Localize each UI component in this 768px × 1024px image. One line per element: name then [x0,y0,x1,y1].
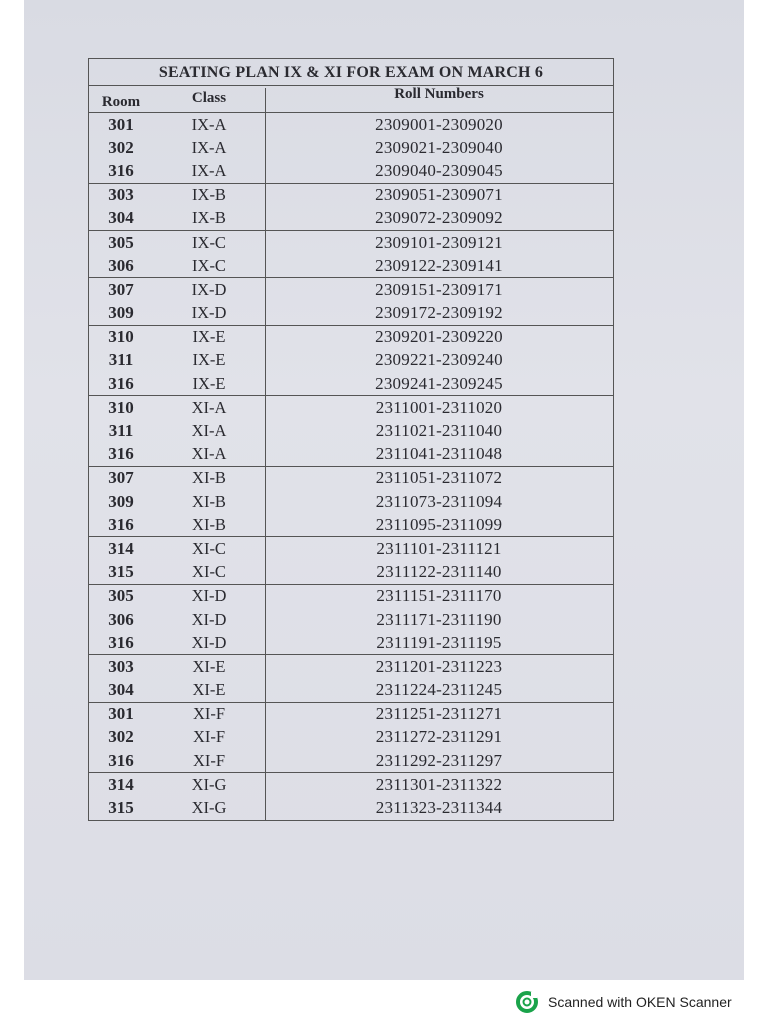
watermark-text: Scanned with OKEN Scanner [548,994,732,1010]
room-cell: 316 [108,444,134,464]
room-cell: 316 [108,750,134,770]
roll-numbers-cell: 2309221-2309240 [375,350,503,370]
room-cell: 307 [108,279,134,299]
room-cell: 307 [108,468,134,488]
table-row [89,184,613,207]
room-cell: 304 [108,208,134,228]
roll-numbers-cell: 2311041-2311048 [375,444,503,464]
table-row [89,326,613,349]
roll-numbers-cell: 2311323-2311344 [375,798,503,818]
room-header: Room [101,94,141,110]
room-cell: 311 [108,421,134,441]
roll-numbers-cell: 2309151-2309171 [375,279,503,299]
table-row [89,585,613,608]
class-cell: IX-D [191,303,227,323]
class-cell: IX-A [191,160,227,180]
room-cell: 310 [108,327,134,347]
table-body [89,112,613,820]
class-cell: XI-E [192,680,226,700]
seating-plan-table [88,58,614,821]
roll-numbers-cell: 2311151-2311170 [376,586,502,606]
roll-numbers-cell: 2309021-2309040 [375,137,503,157]
room-cell: 302 [108,137,134,157]
table-row [89,443,613,466]
class-cell: IX-E [192,373,226,393]
room-cell: 306 [108,609,134,629]
table-row [89,537,613,560]
class-cell: XI-B [192,468,226,488]
room-group [89,183,613,230]
table-row [89,561,613,584]
roll-numbers-cell: 2309172-2309192 [375,303,503,323]
room-cell: 316 [108,514,134,534]
table-row [89,231,613,254]
header-row [89,86,613,112]
class-cell: XI-F [192,750,226,770]
room-cell: 316 [108,160,134,180]
oken-scanner-logo-icon [516,991,538,1013]
room-group [89,112,613,183]
roll-numbers-cell: 2309101-2309121 [375,232,503,252]
room-cell: 314 [108,538,134,558]
roll-numbers-cell: 2311021-2311040 [375,421,503,441]
class-cell: IX-B [192,208,226,228]
roll-numbers-cell: 2311301-2311322 [375,774,503,794]
table-row [89,703,613,726]
table-row [89,608,613,631]
room-cell: 309 [108,491,134,511]
table-row [89,726,613,749]
room-cell: 315 [108,798,134,818]
room-group [89,654,613,701]
roll-numbers-cell: 2309051-2309071 [375,185,503,205]
roll-numbers-cell: 2311201-2311223 [375,656,503,676]
table-row [89,302,613,325]
roll-numbers-cell: 2309072-2309092 [375,208,503,228]
room-cell: 301 [108,704,134,724]
class-cell: XI-F [192,727,226,747]
scanned-page [24,0,744,980]
roll-numbers-cell: 2309001-2309020 [375,114,503,134]
table-row [89,796,613,819]
table-row [89,773,613,796]
column-divider [265,88,266,820]
roll-numbers-cell: 2309040-2309045 [375,160,503,180]
room-group [89,584,613,655]
roll-numbers-cell: 2311101-2311121 [376,538,502,558]
room-cell: 314 [108,774,134,794]
table-row [89,254,613,277]
table-row [89,419,613,442]
room-cell: 301 [108,114,134,134]
table-row [89,113,613,136]
class-cell: IX-A [191,137,227,157]
room-group [89,325,613,396]
room-cell: 316 [108,373,134,393]
room-group [89,536,613,583]
room-cell: 310 [108,397,134,417]
room-cell: 311 [108,350,134,370]
class-cell: XI-E [192,656,226,676]
class-header: Class [191,90,227,106]
roll-numbers-cell: 2311191-2311195 [376,632,502,652]
class-cell: XI-B [192,514,226,534]
roll-numbers-cell: 2311224-2311245 [375,680,503,700]
class-cell: XI-A [191,421,227,441]
room-cell: 302 [108,727,134,747]
table-row [89,490,613,513]
table-row [89,372,613,395]
roll-numbers-cell: 2311073-2311094 [375,491,503,511]
roll-numbers-cell: 2309122-2309141 [375,255,503,275]
table-row [89,349,613,372]
table-grid [89,86,613,820]
class-cell: XI-G [191,798,227,818]
roll-numbers-cell: 2311272-2311291 [375,727,503,747]
room-cell: 304 [108,680,134,700]
class-cell: IX-E [192,350,226,370]
table-row [89,513,613,536]
room-cell: 303 [108,656,134,676]
room-group [89,466,613,537]
class-cell: XI-C [192,538,226,558]
table-row [89,679,613,702]
room-group [89,395,613,466]
class-cell: XI-C [192,562,226,582]
class-cell: XI-F [192,704,226,724]
class-cell: XI-D [191,632,227,652]
scanner-watermark [516,990,732,1014]
class-cell: XI-D [191,609,227,629]
room-group [89,772,613,819]
roll-numbers-cell: 2311292-2311297 [375,750,503,770]
class-cell: XI-G [191,774,227,794]
table-row [89,655,613,678]
roll-numbers-cell: 2311001-2311020 [375,397,503,417]
table-row [89,136,613,159]
class-cell: IX-C [192,255,226,275]
table-row [89,749,613,772]
room-group [89,277,613,324]
class-cell: IX-D [191,279,227,299]
class-cell: IX-A [191,114,227,134]
roll-numbers-cell: 2311051-2311072 [375,468,503,488]
class-cell: IX-C [192,232,226,252]
roll-numbers-cell: 2309241-2309245 [375,373,503,393]
room-group [89,702,613,773]
table-row [89,207,613,230]
class-cell: XI-A [191,397,227,417]
table-title: SEATING PLAN IX & XI FOR EXAM ON MARCH 6 [89,59,613,86]
room-cell: 305 [108,586,134,606]
room-group [89,230,613,277]
roll-numbers-cell: 2311251-2311271 [375,704,503,724]
room-cell: 315 [108,562,134,582]
table-row [89,467,613,490]
class-cell: XI-B [192,491,226,511]
roll-numbers-cell: 2309201-2309220 [375,327,503,347]
class-cell: IX-E [192,327,226,347]
table-row [89,396,613,419]
class-cell: IX-B [192,185,226,205]
class-cell: XI-A [191,444,227,464]
table-row [89,631,613,654]
table-row [89,278,613,301]
roll-numbers-cell: 2311171-2311190 [376,609,502,629]
room-cell: 309 [108,303,134,323]
class-cell: XI-D [191,586,227,606]
room-cell: 306 [108,255,134,275]
table-row [89,159,613,182]
room-cell: 316 [108,632,134,652]
room-cell: 305 [108,232,134,252]
roll-numbers-cell: 2311122-2311140 [376,562,502,582]
room-cell: 303 [108,185,134,205]
roll-numbers-header: Roll Numbers [394,86,484,102]
roll-numbers-cell: 2311095-2311099 [375,514,503,534]
